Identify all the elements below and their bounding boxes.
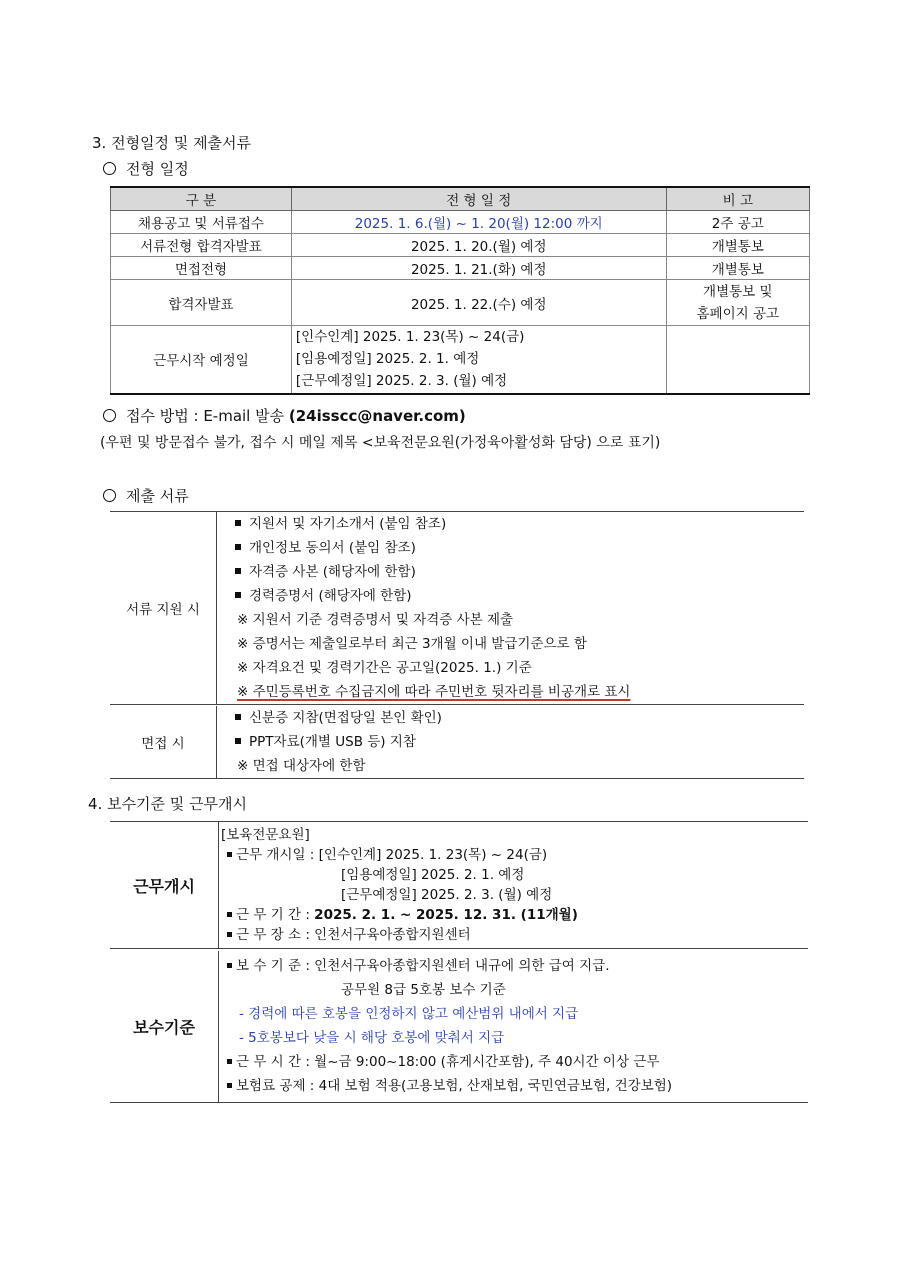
table-row (111, 211, 810, 234)
section3-title: 3. 전형일정 및 제출서류 (92, 134, 252, 152)
list-item: PPT자료(개별 USB 등) 지참 (221, 730, 800, 754)
row-schedule: 2025. 1. 20.(월) 예정 (291, 234, 666, 257)
table-row (111, 280, 810, 326)
docs-interview-label: 면접 시 (110, 706, 217, 779)
schedule-heading: 전형 일정 (103, 158, 189, 179)
list-item: 자격증 사본 (해당자에 한함) (221, 560, 800, 584)
row-schedule: [인수인계] 2025. 1. 23(목) ~ 24(금) [임용예정일] 2025. 2. 1. 예정 [근무예정일] 2025. 2. 3. (월) 예정 (291, 326, 666, 394)
docs-apply-table (110, 511, 804, 705)
work-start-table (110, 821, 808, 949)
header-category: 구 분 (111, 187, 292, 211)
row-note (666, 326, 809, 394)
pay-standard-details: 보 수 기 준 : 인천서구육아종합지원센터 내규에 의한 급여 지급. 공무원 8급 5호봉 보수 기준 - 경력에 따른 호봉을 인정하지 않고 예산범위 내에서 지급 - 5호봉보다 낮을 시 해당 호봉에 맞춰서 지급 근 무 시 간 : 월~금 9:00~18:00 (휴게시간포함), 주 40시간 이상 근무 보험료 공제 : 4대 보험 적용(고용보험, 산재보험, 국민연금보험, 건강보험) (219, 951, 809, 1103)
row-schedule: 2025. 1. 6.(월) ~ 1. 20(월) 12:00 까지 (291, 211, 666, 234)
row-label: 근무시작 예정일 (111, 326, 292, 394)
header-schedule: 전 형 일 정 (291, 187, 666, 211)
section4-title: 4. 보수기준 및 근무개시 (88, 795, 248, 813)
receipt-method: 접수 방법 : E-mail 발송 (24isscc@naver.com) (103, 405, 466, 426)
pay-standard-table (110, 951, 808, 1103)
row-note: 개별통보 (666, 234, 809, 257)
list-item: ※ 지원서 기준 경력증명서 및 자격증 사본 제출 (237, 612, 514, 628)
list-item: ※ 증명서는 제출일로부터 최근 3개월 이내 발급기준으로 함 (237, 636, 587, 652)
header-note: 비 고 (666, 187, 809, 211)
row-note: 개별통보 (666, 257, 809, 280)
list-item: 개인정보 동의서 (붙임 참조) (221, 536, 800, 560)
circle-bullet-icon (103, 162, 116, 175)
table-row (111, 326, 810, 394)
list-item: ※ 자격요건 및 경력기간은 공고일(2025. 1.) 기준 (237, 660, 532, 676)
docs-apply-list (217, 512, 805, 705)
row-note: 2주 공고 (666, 211, 809, 234)
docs-interview-list (217, 706, 805, 779)
docs-apply-label: 서류 지원 시 (110, 512, 217, 705)
row-label: 면접전형 (111, 257, 292, 280)
table-row (111, 234, 810, 257)
table-header-row (111, 187, 810, 211)
pay-standard-label: 보수기준 (110, 951, 219, 1103)
schedule-table (110, 186, 810, 395)
row-label: 합격자발표 (111, 280, 292, 326)
circle-bullet-icon (103, 409, 116, 422)
row-note: 개별통보 및 홈페이지 공고 (666, 280, 809, 326)
list-item: ※ 주민등록번호 수집금지에 따라 주민번호 뒷자리를 비공개로 표시 (237, 684, 631, 700)
circle-bullet-icon (103, 489, 116, 502)
docs-heading: 제출 서류 (103, 485, 189, 506)
list-item: 경력증명서 (해당자에 한함) (221, 584, 800, 608)
docs-interview-table (110, 706, 804, 779)
work-start-details: [보육전문요원] 근무 개시일 : [인수인계] 2025. 1. 23(목) ~ 24(금) [임용예정일] 2025. 2. 1. 예정 [근무예정일] 2025. 2. 3. (월) 예정 근 무 기 간 : 2025. 2. 1. ~ 2025. 12. 31. (11개월) 근 무 장 소 : 인천서구육아종합지원센터 (221, 827, 578, 943)
receipt-note: (우편 및 방문접수 불가, 접수 시 메일 제목 <보육전문요원(가정육아활성화 담당) 으로 표기) (100, 435, 661, 451)
row-label: 서류전형 합격자발표 (111, 234, 292, 257)
work-start-label: 근무개시 (110, 822, 219, 949)
table-row (111, 257, 810, 280)
row-label: 채용공고 및 서류접수 (111, 211, 292, 234)
list-item: 지원서 및 자기소개서 (붙임 참조) (221, 512, 800, 536)
list-item: ※ 면접 대상자에 한함 (237, 758, 366, 774)
row-schedule: 2025. 1. 22.(수) 예정 (291, 280, 666, 326)
row-schedule: 2025. 1. 21.(화) 예정 (291, 257, 666, 280)
list-item: 신분증 지참(면접당일 본인 확인) (221, 706, 800, 730)
receipt-email: (24isscc@naver.com) (288, 407, 466, 425)
